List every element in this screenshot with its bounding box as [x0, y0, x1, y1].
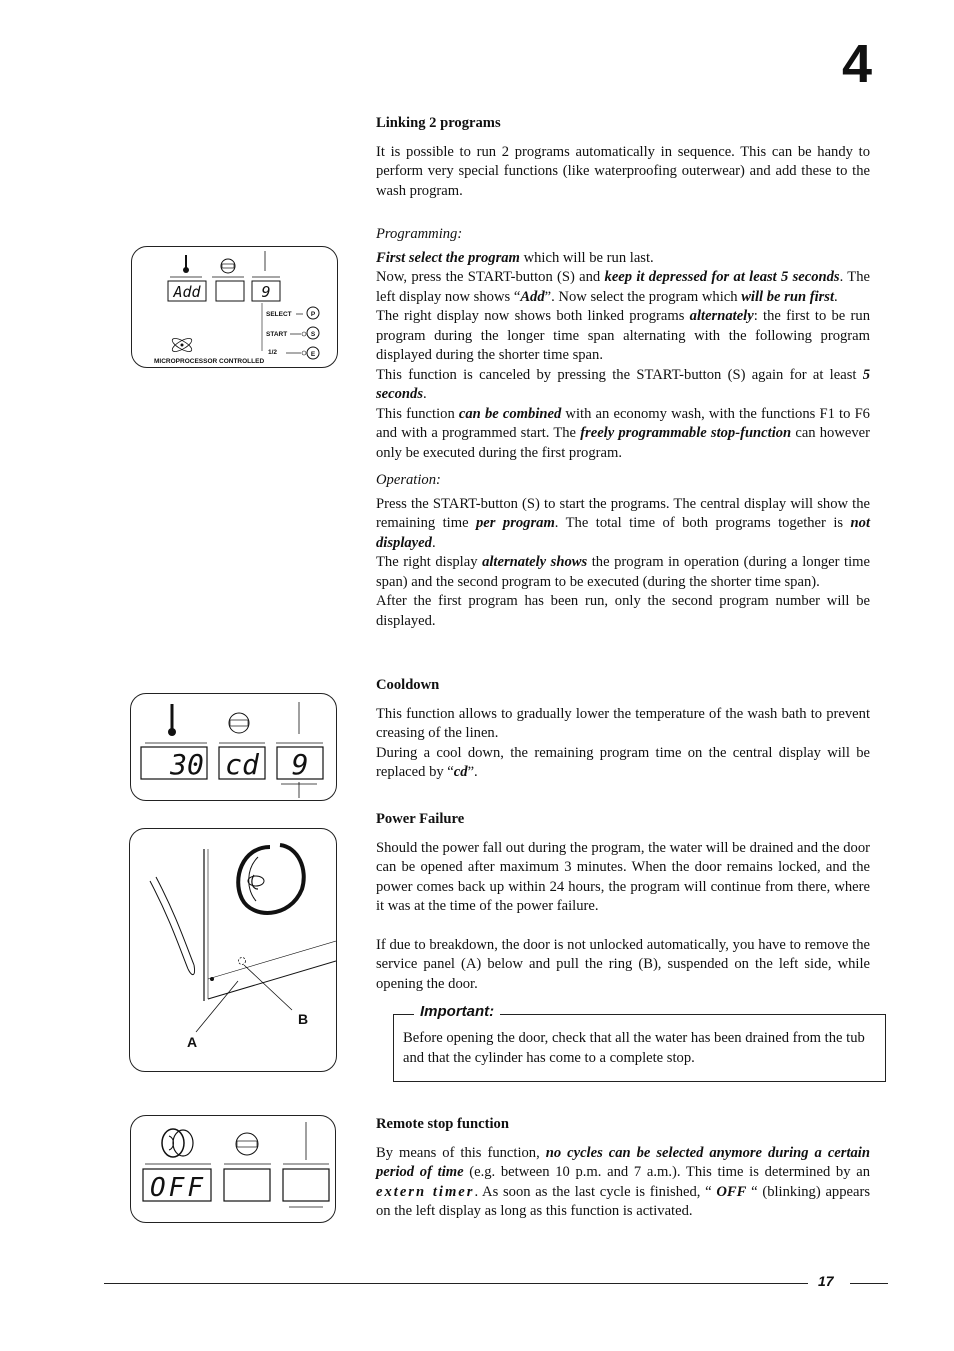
label-b: B	[298, 1011, 309, 1027]
ring-icon	[248, 876, 264, 886]
programming-label: Programming:	[376, 226, 463, 242]
thermometer-icon	[168, 704, 176, 736]
linking-title: Linking 2 programs	[376, 115, 501, 131]
panel1-left-display: Add	[173, 283, 201, 301]
select-label: SELECT	[266, 311, 292, 318]
footer-rule-left	[104, 1283, 808, 1284]
panel2-center-display: cd	[225, 748, 259, 781]
remote-stop-p1: By means of this function, no cycles can be selected anymore during a certain period of time (e.g. between 10 p.m. and 7 a.m.). This time is determined by an extern timer. As soon as the last cycle is finished, “ OFF “ (blinking) appears on the left display as long as this function is activated.	[376, 1144, 871, 1219]
e-button-label: E	[310, 351, 316, 358]
panel4-left-display: OFF	[150, 1173, 206, 1203]
important-title: Important:	[414, 1003, 500, 1020]
atom-logo-icon	[170, 336, 193, 354]
p-button-label: P	[310, 311, 316, 318]
power-failure-section	[376, 810, 870, 994]
linking-p4: This function is canceled by pressing the START-button (S) again for at least 5 seconds.	[376, 366, 870, 402]
service-panel-icon	[239, 958, 246, 965]
panel2-left-display: 30	[170, 748, 204, 781]
power-failure-p1: Should the power fall out during the program, the water will be drained and the door can be opened after maximum 3 minutes. When the door remains locked, and the power comes back up within 24 hours, the program will continue from there, where it was at the time of the power failure.	[376, 839, 870, 914]
linking-section	[376, 114, 870, 631]
timer-icon	[221, 259, 235, 273]
cooldown-p1: This function allows to gradually lower the temperature of the wash bath to prevent creasing of the linen.	[376, 705, 870, 741]
label-a: A	[187, 1034, 198, 1050]
timer-icon	[236, 1133, 258, 1155]
door-service-figure	[129, 828, 337, 1072]
footer-rule-right	[850, 1283, 888, 1284]
power-failure-title: Power Failure	[376, 811, 465, 827]
control-panel-figure-off	[130, 1115, 336, 1223]
cooldown-title: Cooldown	[376, 677, 440, 693]
chapter-number: 4	[842, 34, 873, 94]
linking-intro: It is possible to run 2 programs automatically in sequence. This can be handy to perform very special functions (like waterproofing outerwear) and add these to the wash program.	[376, 143, 870, 199]
s-button-label: S	[310, 331, 316, 338]
control-panel-figure-add	[131, 246, 338, 368]
page-number: 17	[818, 1273, 834, 1289]
linking-p5: This function can be combined with an economy wash, with the functions F1 to F6 and with a programmed start. The freely programmable stop-function can however only be executed during the first program.	[376, 405, 870, 461]
spin-drum-icon	[162, 1129, 193, 1157]
linking-p2: Now, press the START-button (S) and keep it depressed for at least 5 seconds. The left display now shows “Add”. Now select the program which will be run first.	[376, 269, 870, 305]
cooldown-section	[376, 676, 870, 783]
door-porthole	[238, 845, 304, 913]
panel1-right-display: 9	[261, 283, 271, 301]
thermometer-icon	[183, 255, 189, 273]
remote-stop-title: Remote stop function	[376, 1116, 509, 1132]
operation-label: Operation:	[376, 472, 441, 488]
cooldown-p2: During a cool down, the remaining program time on the central display will be replaced by “cd”.	[376, 744, 870, 780]
half-label: 1/2	[268, 349, 278, 356]
power-failure-p2: If due to breakdown, the door is not unlocked automatically, you have to remove the service panel (A) below and pull the ring (B), suspended on the left side, while opening the door.	[376, 936, 870, 992]
control-panel-figure-cooldown	[130, 693, 337, 801]
operation-p2: The right display alternately shows the program in operation (during a longer time span) and the second program to be executed (during the shorter time span).	[376, 554, 870, 590]
panel-footer-text: MICROPROCESSOR CONTROLLED	[154, 358, 265, 365]
operation-p3: After the first program has been run, only the second program number will be displayed.	[376, 593, 870, 629]
operation-p1: Press the START-button (S) to start the programs. The central display will show the remaining time per program. The total time of both programs together is not displayed.	[376, 495, 870, 551]
linking-p3: The right display now shows both linked programs alternately: the first to be run program during the longer time span alternating with the following program displayed during the shorter time span.	[376, 308, 870, 363]
linking-p1: First select the program which will be run last.	[376, 249, 654, 266]
remote-stop-section	[376, 1115, 870, 1222]
start-label: START	[266, 331, 288, 338]
important-text: Before opening the door, check that all the water has been drained from the tub and that the cylinder has come to a complete stop.	[403, 1030, 865, 1066]
panel2-right-display: 9	[291, 748, 309, 781]
timer-icon	[229, 713, 249, 733]
